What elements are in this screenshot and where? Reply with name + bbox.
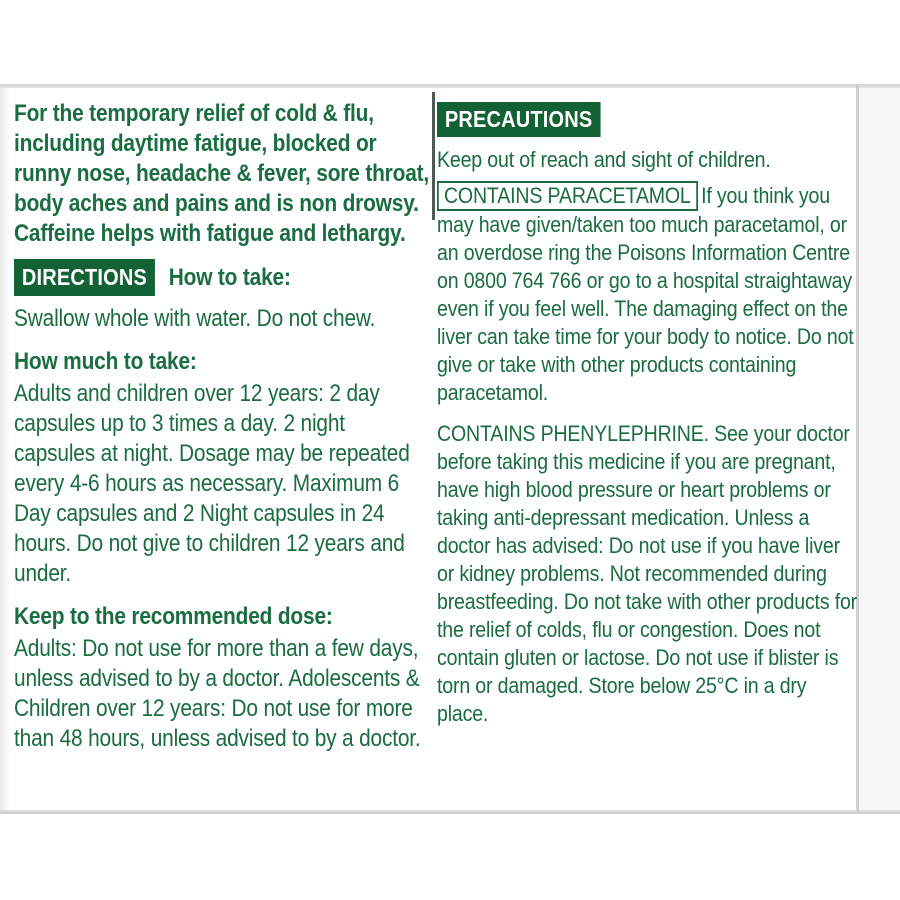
how-much-to-take-body: Adults and children over 12 years: 2 day capsules up to 3 times a day. 2 night capsules at night. Dosage may be repeated every 4-6 hours as necessary. Maximum 6 Day capsules and 2 Night capsules in 24 hours. Do not give to children 12 years and under.: [14, 380, 410, 587]
right-column: [437, 102, 858, 741]
keep-out-of-reach-line: Keep out of reach and sight of children.: [437, 147, 771, 172]
panel-left-edge: [0, 84, 9, 814]
panel-right-margin: [859, 84, 900, 814]
recommended-dose-heading: Keep to the recommended dose:: [14, 603, 333, 630]
how-to-take-heading: How to take:: [168, 264, 291, 291]
contains-paracetamol-paragraph: [437, 181, 858, 407]
directions-header-badge: DIRECTIONS: [14, 259, 155, 296]
indications-paragraph: For the temporary relief of cold & flu, including daytime fatigue, blocked or runny nose, headache & fever, sore throat, body aches and pains and is non drowsy. Caffeine helps with fatigue and lethargy.: [14, 100, 430, 247]
carton-crease-line: [432, 92, 435, 220]
how-to-take-body: Swallow whole with water. Do not chew.: [14, 305, 376, 332]
recommended-dose-body: Adults: Do not use for more than a few days, unless advised to by a doctor. Adolescents & Children over 12 years: Do not use for more than 48 hours, unless advised to by a doctor.: [14, 635, 421, 752]
paracetamol-warning-text: If you think you may have given/taken too much paracetamol, or an overdose ring the Poisons Information Centre on 0800 764 766 or go to a hospital straightaway even if you feel well. The damaging effect on the liver can take time for your body to notice. Do not give or take with other products containing paracetamol.: [437, 183, 854, 405]
directions-header-row: [14, 259, 430, 296]
panel-top-edge: [0, 84, 900, 88]
precautions-header-row: [437, 102, 858, 137]
left-column: [14, 99, 430, 767]
contains-phenylephrine-paragraph: CONTAINS PHENYLEPHRINE. See your doctor before taking this medicine if you are pregnant, have high blood pressure or heart problems or taking anti-depressant medication. Unless a doctor has advised: Do not use if you have liver or kidney problems. Not recommended during breastfeeding. Do not take with other products for the relief of colds, flu or congestion. Does not contain gluten or lactose. Do not use if blister is torn or damaged. Store below 25°C in a dry place.: [437, 421, 858, 726]
contains-paracetamol-badge: CONTAINS PARACETAMOL: [437, 181, 698, 211]
panel-bottom-edge: [0, 810, 900, 814]
how-much-to-take-heading: How much to take:: [14, 348, 197, 375]
precautions-header-badge: PRECAUTIONS: [437, 102, 600, 137]
